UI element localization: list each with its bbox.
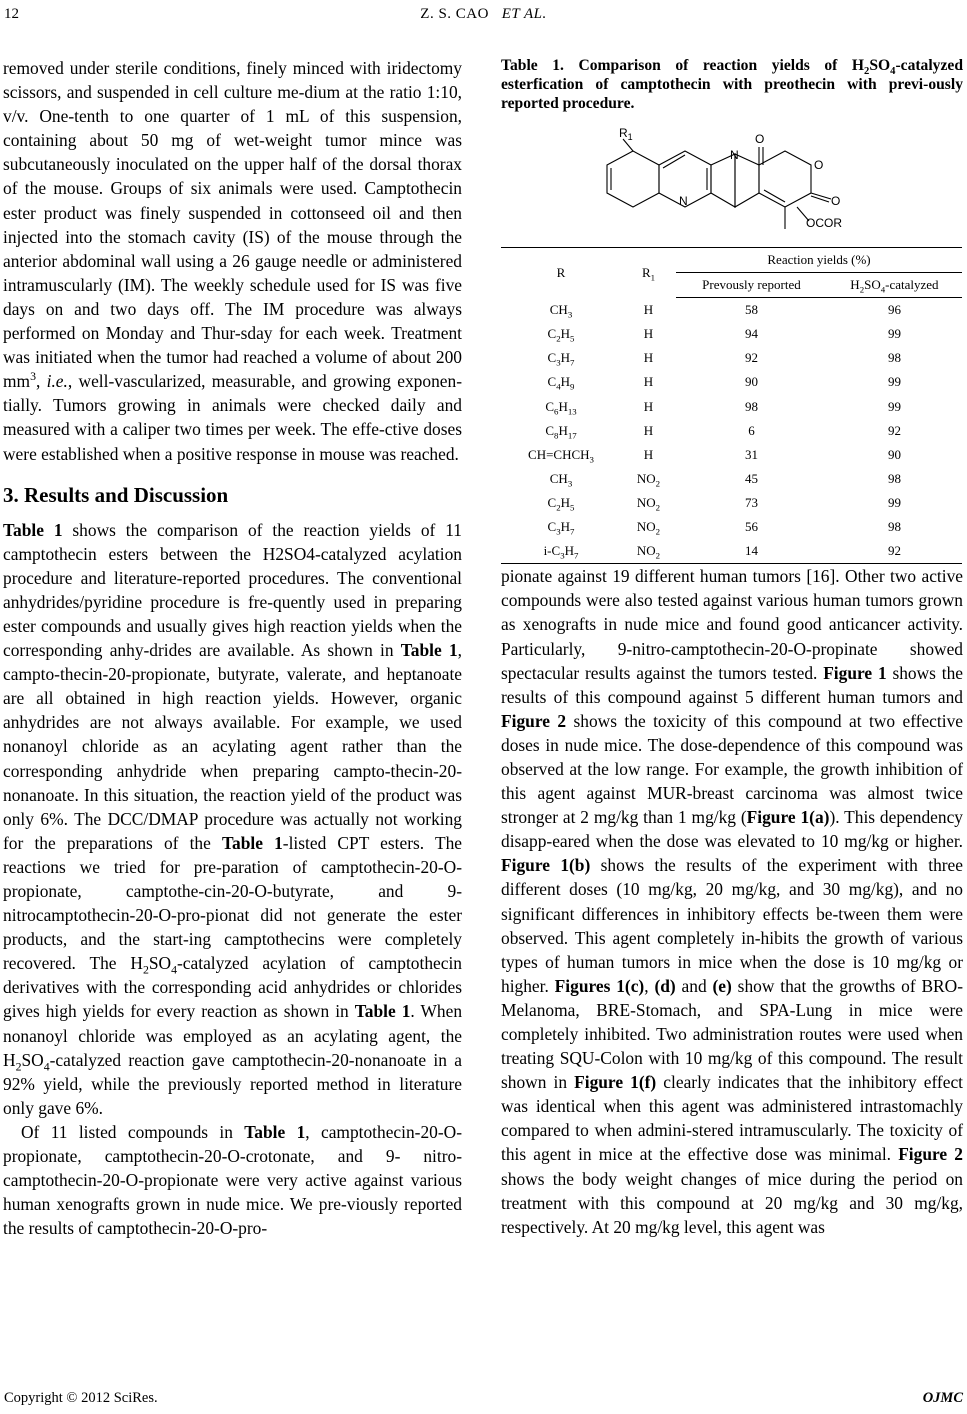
figure-reference: (d) bbox=[654, 975, 676, 996]
cell-h2so4-catalyzed: 99 bbox=[887, 494, 901, 510]
structure-label-ocor: OCOR bbox=[806, 216, 842, 230]
figure-reference: Figures 1(c) bbox=[554, 975, 645, 996]
structure-label-n-top: N bbox=[730, 148, 739, 162]
text-run: removed under sterile conditions, finely minced with iridectomy scissors, and suspended in cell culture me-dium at the ratio 1:10, v/v. One-tenth to one quarter of 1 mL of this suspension, containing about 50 mg of wet-weight tumor mince was subcutaneously inoculated on the upper half of the dorsal thorax of the mouse. Groups of six animals were used. Camptothecin ester product was finely suspended in cottonseed oil and then injected into the stomach cavity (IS) of the mouse through the anterior abdominal wall using a 26 gauge needle or administered intramuscularly (IM). The weekly schedule used for IS was five days on and two days off. The IM procedure was always performed on Monday and Thur-sday for each week. Treatment was initiated when the tumor had reached a volume of about 200 mm bbox=[3, 58, 462, 392]
figure-reference: (e) bbox=[712, 975, 732, 996]
text-run: Table 1. Comparison of reaction yields of H bbox=[501, 57, 865, 74]
cell-r: $C_3H_7$ bbox=[547, 350, 575, 368]
cell-previously-reported: 58 bbox=[744, 302, 758, 318]
cell-r1: H bbox=[643, 446, 654, 462]
subscript: 4 bbox=[890, 66, 896, 78]
reaction-yields-table bbox=[501, 247, 962, 564]
header-previously-reported: Prevously reported bbox=[676, 273, 827, 298]
header-r1: $R_1$ bbox=[621, 248, 676, 298]
figure-reference: Figure 1(f) bbox=[574, 1072, 657, 1093]
text-run: -catalyzed esterfication of camptothecin with preothecin with previ-ously reported procedure. bbox=[501, 57, 963, 112]
text-run: shows the results of the experiment with three different doses (10 mg/kg, 20 mg/kg, and 30 mg/kg), and no significant differences in inhibitory effects be-tween them were observed. This agent completely in-hibits the growth of various types of human tumors in mice when the dose is 10 mg/kg or higher. bbox=[501, 855, 963, 996]
header-r: R bbox=[501, 248, 621, 298]
cell-r: $CH_3$ bbox=[549, 301, 573, 320]
paragraph-results bbox=[3, 518, 462, 1120]
cell-previously-reported: 94 bbox=[744, 326, 758, 342]
cell-h2so4-catalyzed: 99 bbox=[887, 398, 901, 414]
text-run: shows the body weight changes of mice during the period on treatment with this compound at 20 mg/kg and 30 mg/kg, respectively. At 20 mg/kg level, this agent was bbox=[501, 1168, 963, 1237]
cell-r: $C_2H_5$ bbox=[547, 494, 575, 513]
table-caption bbox=[501, 56, 963, 113]
subscript: 2 bbox=[15, 1059, 22, 1074]
cell-r: $C_2H_5$ bbox=[547, 326, 575, 344]
text-run: shows the results of this compound against 5 different human tumors and bbox=[501, 662, 963, 707]
cell-r: $C_3H_7$ bbox=[547, 519, 575, 537]
table-reference: Table 1 bbox=[400, 640, 458, 661]
text-run: clearly indicates that the inhibitory effect was identical when this agent was administered intrastomachly compared to when admini-stered intramuscularly. The toxicity of this agent in mice at the effective dose was minimal. bbox=[501, 1072, 963, 1165]
text-run: SO bbox=[148, 953, 172, 974]
table-row bbox=[501, 467, 962, 491]
cell-h2so4-catalyzed: 90 bbox=[887, 446, 901, 462]
table-reference: Table 1 bbox=[244, 1121, 306, 1142]
text-run: -catalyzed acylation of camptothecin derivatives with the corresponding acid anhydrides or chlorides gives high yields for every reaction as shown in bbox=[3, 953, 462, 1022]
text-run: -listed CPT esters. The reactions we tried for pre-paration of camptothecin-20-O-propionate, camptothe-cin-20-O-butyrate, and 9-nitrocamptothecin-20-O-pro-pionat did not generate the ester products, and the start-ing camptothecins were completely recovered. The H bbox=[3, 832, 462, 974]
cell-r: $CH_3$ bbox=[549, 470, 573, 489]
table-reference: Table 1 bbox=[354, 1001, 411, 1022]
text-run: ). This dependency disapp-eared when the dose was elevated to 10 mg/kg or higher. bbox=[501, 807, 963, 852]
cell-r1: H bbox=[643, 326, 654, 342]
cell-r1: H bbox=[643, 301, 654, 317]
paragraph-figures bbox=[501, 564, 963, 1239]
text-run: and bbox=[675, 975, 713, 996]
cell-h2so4-catalyzed: 92 bbox=[887, 422, 901, 438]
cell-previously-reported: 45 bbox=[744, 470, 758, 486]
subscript: 2 bbox=[142, 962, 149, 977]
table-row bbox=[501, 346, 962, 370]
left-column bbox=[3, 56, 462, 1240]
cell-r1: H bbox=[643, 350, 654, 366]
journal-name: OJMC bbox=[922, 1390, 963, 1406]
section-heading: 3. Results and Discussion bbox=[3, 482, 229, 507]
paragraph-methods bbox=[3, 56, 462, 466]
cell-previously-reported: 6 bbox=[748, 422, 755, 438]
cell-r1: H bbox=[643, 422, 654, 438]
text-run: SO bbox=[869, 57, 891, 74]
structure-label-o-top: O bbox=[755, 132, 765, 146]
figure-reference: Figure 1 bbox=[823, 662, 887, 683]
running-head bbox=[0, 6, 967, 23]
text-run: , camptothecin-20-O-propionate, camptothecin-20-O-crotonate, and 9- nitro-camptothecin-20-O-propionate were very active against various human xenografts grown in nude mice. We pre-viously reported the results of camptothecin-20-O-pro- bbox=[3, 1121, 462, 1239]
cell-h2so4-catalyzed: 96 bbox=[887, 302, 901, 318]
table-body bbox=[501, 298, 962, 564]
ring-a bbox=[607, 151, 659, 207]
cell-r1: $NO_2$ bbox=[636, 470, 661, 489]
table-reference: Table 1 bbox=[222, 832, 283, 853]
text-run: , bbox=[644, 975, 655, 996]
text-run: -catalyzed reaction gave camptothecin-20-nonanoate in a 92% yield, while the previously reported method in literature only gave 6%. bbox=[3, 1049, 462, 1118]
table-row bbox=[501, 419, 962, 443]
cell-previously-reported: 90 bbox=[744, 374, 758, 390]
structure-label-o-carbonyl: O bbox=[831, 194, 841, 208]
copyright: Copyright © 2012 SciRes. bbox=[4, 1390, 158, 1406]
italic-text: i.e. bbox=[46, 371, 68, 392]
paragraph-compounds bbox=[3, 1120, 462, 1240]
table-row bbox=[501, 491, 962, 515]
text-run: pionate against 19 different human tumors [16]. Other two active compounds were also tested against various human tumors grown as xenografts in nude mice and found good anticancer activity. Particularly, 9-nitro-camptothecin-20-O-propinate showed spectacular results against the tumors tested. bbox=[501, 566, 963, 683]
cell-previously-reported: 73 bbox=[744, 494, 758, 510]
ring-e bbox=[759, 151, 811, 207]
page-header bbox=[0, 6, 967, 28]
cell-previously-reported: 31 bbox=[744, 446, 758, 462]
cell-previously-reported: 14 bbox=[676, 539, 827, 564]
subscript: 4 bbox=[43, 1059, 50, 1074]
page-number: 12 bbox=[4, 6, 19, 22]
cell-r1: H bbox=[643, 374, 654, 390]
structure-label-o-ring: O bbox=[814, 158, 824, 172]
cell-h2so4-catalyzed: 99 bbox=[887, 374, 901, 390]
text-run: SO bbox=[21, 1049, 44, 1070]
text-run: shows the comparison of the reaction yields of 11 camptothecin esters between the H2SO4-catalyzed acylation procedure and literature-reported procedures. The conventional anhydrides/pyridine procedure is fre-quently used in preparing ester compounds and usually gives high reaction yields when the corresponding anhy-drides are available. As shown in bbox=[3, 519, 462, 661]
structure-label-n-bottom: N bbox=[679, 194, 688, 208]
cell-r1: $NO_2$ bbox=[636, 494, 661, 513]
text-run: . When nonanoyl chloride was employed as an acylating agent, the H bbox=[3, 1001, 463, 1070]
camptothecin-structure bbox=[601, 123, 861, 233]
cell-h2so4-catalyzed: 98 bbox=[887, 519, 901, 535]
header-reaction-yields: Reaction yields (%) bbox=[676, 248, 962, 273]
text-run: , campto-thecin-20-propionate, butyrate, valerate, and heptanoate are all obtained in high reaction yields. However, organic anhydrides are not always available. For example, we used nonanoyl chloride as an acylating agent rather than the corresponding anhydride when preparing campto-thecin-20-nonanoate. In this situation, the reaction yield of the product was only 6%. The DCC/DMAP procedure was actually not working for the preparations of the bbox=[3, 640, 462, 853]
cell-r: $C_4H_9$ bbox=[547, 374, 575, 393]
text-run: , well-vascularized, measurable, and growing exponen-tially. Tumors growing in animals were checked daily and measured with a caliper two times per week. The effe-ctive doses were established when a positive response in mouse was reached. bbox=[3, 371, 462, 464]
superscript: 3 bbox=[30, 369, 36, 384]
table-row bbox=[501, 443, 962, 467]
header-h2so4-catalyzed: $H_2SO_4$-catalyzed bbox=[827, 273, 962, 298]
table-row bbox=[501, 322, 962, 346]
table-row bbox=[501, 395, 962, 419]
figure-reference: Figure 1(a) bbox=[746, 807, 830, 828]
figure-reference: Figure 2 bbox=[501, 710, 567, 731]
cell-previously-reported: 56 bbox=[744, 519, 758, 535]
figure-reference: Figure 2 bbox=[898, 1144, 963, 1165]
subscript: 2 bbox=[864, 66, 870, 78]
cell-r: $i-C_3H_7$ bbox=[501, 539, 621, 564]
table-row bbox=[501, 515, 962, 539]
text-run: shows the toxicity of this compound at two effective doses in nude mice. The dose-dependence of this compound was observed at the low range. For example, the growth inhibition of this agent against MUR-breast carcinoma was almost twice stronger at 2 mg/kg than 1 mg/kg ( bbox=[501, 710, 963, 828]
cell-h2so4-catalyzed: 99 bbox=[887, 326, 901, 342]
table-row bbox=[501, 539, 962, 564]
table-row bbox=[501, 370, 962, 394]
structure-label-r1: $R_1$ bbox=[619, 126, 633, 142]
cell-r: $C_6H_{13}$ bbox=[545, 398, 577, 417]
table-reference: Table 1 bbox=[3, 519, 63, 540]
table-row bbox=[501, 298, 962, 323]
cell-h2so4-catalyzed: 92 bbox=[827, 539, 962, 564]
cell-previously-reported: 92 bbox=[744, 350, 758, 366]
cell-r1: H bbox=[643, 398, 654, 414]
running-head-etal: ET AL. bbox=[501, 6, 547, 22]
cell-r1: $NO_2$ bbox=[636, 519, 661, 537]
text-run: , bbox=[35, 371, 47, 392]
cell-r: $CH=CHCH_3$ bbox=[528, 446, 594, 465]
text-run: show that the growths of BRO-Melanoma, BRE-Stomach, and SPA-Lung in mice were completely inhibited. Two administration routes were used when treating SQU-Colon with 10 mg/kg of this compound. The result shown in bbox=[501, 975, 964, 1093]
text-run: Of 11 listed compounds in bbox=[21, 1121, 245, 1142]
right-column bbox=[501, 56, 963, 1239]
cell-r1: $NO_2$ bbox=[621, 539, 676, 564]
running-head-authors: Z. S. CAO bbox=[420, 6, 489, 22]
subscript: 4 bbox=[171, 962, 178, 977]
cell-h2so4-catalyzed: 98 bbox=[887, 350, 901, 366]
cell-r: $C_8H_{17}$ bbox=[545, 422, 577, 441]
cell-previously-reported: 98 bbox=[744, 398, 758, 414]
figure-reference: Figure 1(b) bbox=[501, 855, 591, 876]
cell-h2so4-catalyzed: 98 bbox=[887, 470, 901, 486]
